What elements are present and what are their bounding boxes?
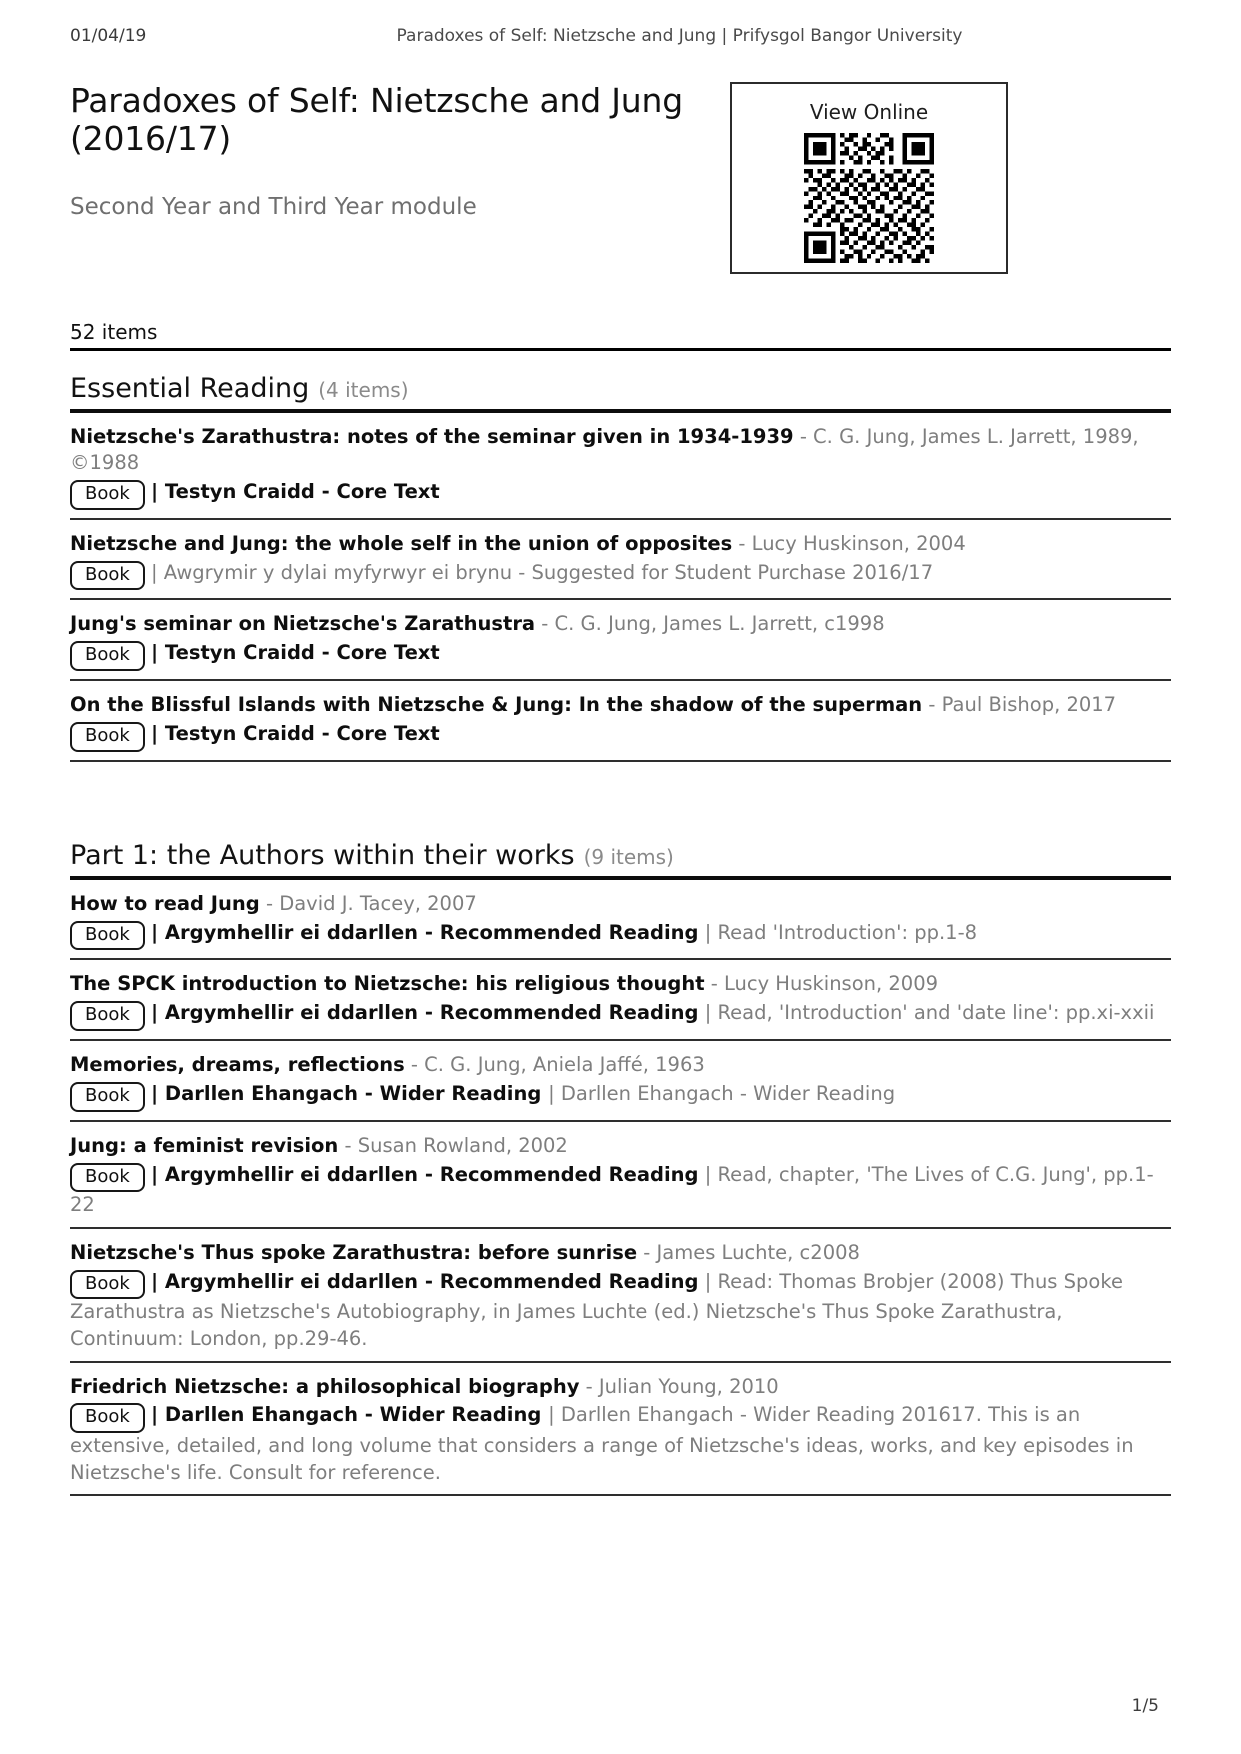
item-details bbox=[70, 1000, 1171, 1031]
item-citation bbox=[70, 531, 1171, 557]
item-title[interactable]: Nietzsche's Zarathustra: notes of the seminar given in 1934-1939 bbox=[70, 425, 794, 448]
item-citation bbox=[70, 692, 1171, 718]
resource-type-badge[interactable]: Book bbox=[70, 480, 145, 510]
page-title: Paradoxes of Self: Nietzsche and Jung (2016/17) bbox=[70, 81, 683, 159]
item-importance-label: | Argymhellir ei ddarllen - Recommended Reading bbox=[151, 1162, 699, 1186]
item-author-year: - Susan Rowland, 2002 bbox=[338, 1133, 568, 1157]
item-importance-label: | Argymhellir ei ddarllen - Recommended Reading bbox=[151, 1001, 699, 1025]
item-author-year: - Lucy Huskinson, 2009 bbox=[704, 972, 939, 996]
reading-section bbox=[70, 818, 1171, 1497]
item-title[interactable]: Friedrich Nietzsche: a philosophical biography bbox=[70, 1374, 580, 1398]
item-citation bbox=[70, 611, 1171, 637]
item-note: | Read, chapter, 'The Lives of C.G. Jung', pp.1-22 bbox=[70, 1162, 1154, 1217]
item-details bbox=[70, 1162, 1171, 1219]
item-author-year: - James Luchte, c2008 bbox=[637, 1240, 860, 1264]
resource-type-badge[interactable]: Book bbox=[70, 561, 145, 591]
reading-list-item[interactable] bbox=[70, 600, 1171, 681]
item-importance-label: | Darllen Ehangach - Wider Reading bbox=[151, 1403, 549, 1427]
item-importance-label: | Darllen Ehangach - Wider Reading bbox=[151, 1081, 549, 1105]
item-details bbox=[70, 1081, 1171, 1112]
item-author-year: - David J. Tacey, 2007 bbox=[259, 891, 477, 915]
reading-list-item[interactable] bbox=[70, 1122, 1171, 1229]
reading-list-item[interactable] bbox=[70, 1229, 1171, 1363]
item-title[interactable]: Nietzsche and Jung: the whole self in the union of opposites bbox=[70, 531, 733, 555]
section-item-count: (9 items) bbox=[583, 844, 674, 869]
item-importance-label: | Testyn Craidd - Core Text bbox=[151, 641, 440, 665]
view-online-label: View Online bbox=[809, 100, 929, 124]
item-citation bbox=[70, 1374, 1171, 1400]
reading-list-item[interactable] bbox=[70, 960, 1171, 1041]
item-count: 52 items bbox=[70, 320, 1171, 351]
item-citation bbox=[70, 971, 1171, 997]
item-details bbox=[70, 721, 1171, 752]
title-block bbox=[70, 82, 1171, 274]
title-column bbox=[70, 82, 730, 222]
reading-list-item[interactable] bbox=[70, 1363, 1171, 1497]
item-citation bbox=[70, 891, 1171, 917]
item-details bbox=[70, 479, 1171, 510]
reading-list-item[interactable] bbox=[70, 413, 1171, 520]
item-citation bbox=[70, 1240, 1171, 1266]
reading-list-item[interactable] bbox=[70, 520, 1171, 601]
reading-section bbox=[70, 351, 1171, 762]
reading-list-item[interactable] bbox=[70, 880, 1171, 961]
item-citation bbox=[70, 1052, 1171, 1078]
item-importance-label: | Testyn Craidd - Core Text bbox=[151, 479, 440, 503]
section-header bbox=[70, 818, 1171, 880]
section-title: Essential Reading bbox=[70, 373, 310, 404]
header-date: 01/04/19 bbox=[70, 26, 147, 46]
item-details bbox=[70, 1269, 1171, 1353]
item-citation bbox=[70, 424, 1171, 476]
item-note: | Darllen Ehangach - Wider Reading bbox=[548, 1081, 896, 1105]
item-note: | Darllen Ehangach - Wider Reading 201617. This is an extensive, detailed, and long volume that considers a range of Nietzsche's ideas, works, and key episodes in Nietzsche's life. Consult for reference. bbox=[70, 1403, 1134, 1484]
item-author-year: - C. G. Jung, James L. Jarrett, c1998 bbox=[535, 612, 885, 636]
item-author-year: - C. G. Jung, James L. Jarrett, 1989, ©1988 bbox=[70, 425, 1139, 474]
resource-type-badge[interactable]: Book bbox=[70, 1270, 145, 1300]
item-author-year: - Julian Young, 2010 bbox=[579, 1374, 779, 1398]
item-details bbox=[70, 640, 1171, 671]
resource-type-badge[interactable]: Book bbox=[70, 1082, 145, 1112]
item-details bbox=[70, 560, 1171, 591]
item-details bbox=[70, 1402, 1171, 1486]
item-title[interactable]: The SPCK introduction to Nietzsche: his religious thought bbox=[70, 972, 705, 996]
sections-container bbox=[70, 351, 1171, 1496]
item-title[interactable]: Memories, dreams, reflections bbox=[70, 1052, 405, 1076]
page-number: 1/5 bbox=[1131, 1696, 1159, 1716]
running-header bbox=[70, 26, 1171, 56]
reading-list-item[interactable] bbox=[70, 681, 1171, 762]
item-citation bbox=[70, 1133, 1171, 1159]
qr-code-icon bbox=[804, 133, 934, 263]
item-author-year: - Paul Bishop, 2017 bbox=[922, 692, 1117, 716]
section-item-count: (4 items) bbox=[318, 378, 409, 402]
item-title[interactable]: On the Blissful Islands with Nietzsche & Jung: In the shadow of the superman bbox=[70, 692, 923, 716]
item-title[interactable]: How to read Jung bbox=[70, 891, 260, 915]
resource-type-badge[interactable]: Book bbox=[70, 641, 145, 671]
section-header bbox=[70, 351, 1171, 413]
item-importance-label: | Argymhellir ei ddarllen - Recommended Reading bbox=[151, 920, 699, 944]
header-title: Paradoxes of Self: Nietzsche and Jung | Prifysgol Bangor University bbox=[396, 26, 963, 46]
item-title[interactable]: Jung: a feminist revision bbox=[70, 1133, 339, 1157]
resource-type-badge[interactable]: Book bbox=[70, 921, 145, 951]
item-details bbox=[70, 920, 1171, 951]
resource-type-badge[interactable]: Book bbox=[70, 1403, 145, 1433]
section-title: Part 1: the Authors within their works bbox=[70, 839, 575, 871]
resource-type-badge[interactable]: Book bbox=[70, 1163, 145, 1193]
resource-type-badge[interactable]: Book bbox=[70, 1001, 145, 1031]
item-importance-label: | Argymhellir ei ddarllen - Recommended Reading bbox=[151, 1269, 699, 1293]
page-subtitle: Second Year and Third Year module bbox=[70, 193, 477, 220]
view-online-panel[interactable] bbox=[730, 82, 1008, 274]
item-author-year: - Lucy Huskinson, 2004 bbox=[732, 531, 966, 555]
item-note: | Read: Thomas Brobjer (2008) Thus Spoke Zarathustra as Nietzsche's Autobiography, in James Luchte (ed.) Nietzsche's Thus Spoke Zarathustra, Continuum: London, pp.29-46. bbox=[70, 1269, 1123, 1350]
item-note: | Read 'Introduction': pp.1-8 bbox=[704, 920, 978, 944]
reading-list-item[interactable] bbox=[70, 1041, 1171, 1122]
item-importance-label: | Testyn Craidd - Core Text bbox=[151, 721, 440, 745]
resource-type-badge[interactable]: Book bbox=[70, 722, 145, 752]
item-author-year: - C. G. Jung, Aniela Jaffé, 1963 bbox=[404, 1052, 705, 1076]
item-title[interactable]: Nietzsche's Thus spoke Zarathustra: before sunrise bbox=[70, 1240, 638, 1264]
item-importance-label: | Awgrymir y dylai myfyrwyr ei brynu - Suggested for Student Purchase 2016/17 bbox=[151, 560, 934, 584]
item-note: | Read, 'Introduction' and 'date line': pp.xi-xxii bbox=[704, 1001, 1155, 1025]
item-title[interactable]: Jung's seminar on Nietzsche's Zarathustra bbox=[70, 612, 536, 636]
